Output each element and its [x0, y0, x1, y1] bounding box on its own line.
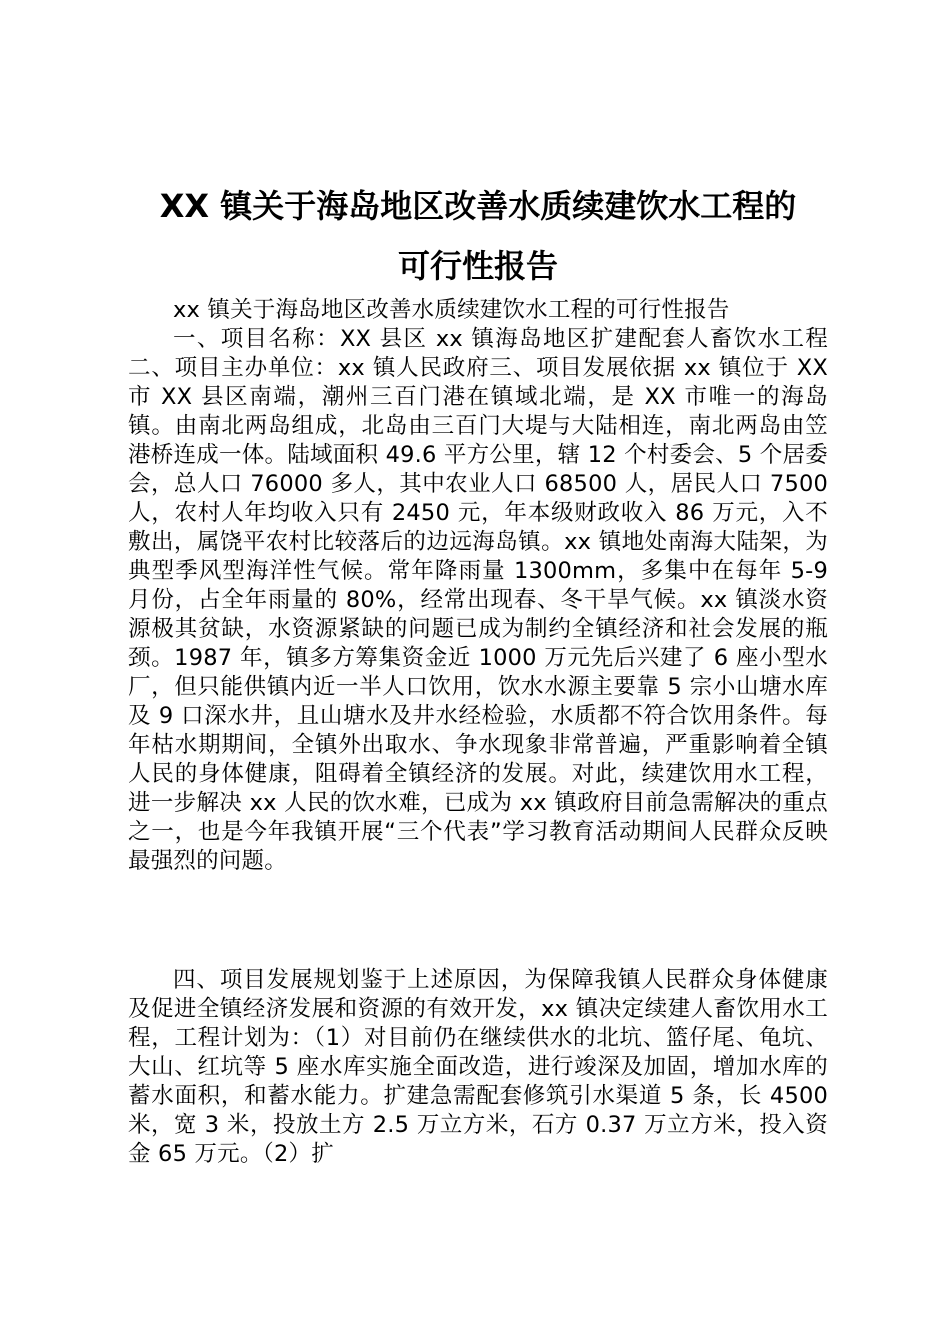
document-title-line-2: 可行性报告	[397, 247, 558, 285]
paragraph-project-plan: 四、项目发展规划鉴于上述原因，为保障我镇人民群众身体健康及促进全镇经济发展和资源的有效开发，xx 镇决定续建人畜饮用水工程，工程计划为：（1）对目前仍在继续供水的北坑、篮仔尾、龟坑、大山、红坑等 5 座水库实施全面改造，进行竣深及加固，增加水库的蓄水面积，和蓄水能力。扩建急需配套修筑引水渠道 5 条，长 4500 米，宽 3 米，投放土方 2.5 万立方米，石方 0.37 万立方米，投入资金 65 万元。（2）扩	[128, 967, 828, 1167]
paragraph-project-background: 一、项目名称：XX 县区 xx 镇海岛地区扩建配套人畜饮水工程二、项目主办单位：xx 镇人民政府三、项目发展依据 xx 镇位于 XX 市 XX 县区南端，潮州三百门港在镇域北端，是 XX 市唯一的海岛镇。由南北两岛组成，北岛由三百门大堤与大陆相连，南北两岛由笠港桥连成一体。陆域面积 49.6 平方公里，辖 12 个村委会、5 个居委会，总人口 76000 多人，其中农业人口 68500 人，居民人口 7500 人，农村人年均收入只有 2450 元，年本级财政收入 86 万元，入不敷出，属饶平农村比较落后的边远海岛镇。xx 镇地处南海大陆架，为典型季风型海洋性气候。常年降雨量 1300mm，多集中在每年 5-9 月份，占全年雨量的 80%，经常出现春、冬干旱气候。xx 镇淡水资源极其贫缺，水资源紧缺的问题已成为制约全镇经济和社会发展的瓶颈。1987 年，镇多方筹集资金近 1000 万元先后兴建了 6 座小型水厂，但只能供镇内近一半人口饮用，饮水水源主要靠 5 宗小山塘水库及 9 口深水井，且山塘水及井水经检验，水质都不符合饮用条件。每年枯水期期间，全镇外出取水、争水现象非常普遍，严重影响着全镇人民的身体健康，阻碍着全镇经济的发展。对此，续建饮用水工程，进一步解决 xx 人民的饮水难，已成为 xx 镇政府目前急需解决的重点之一，也是今年我镇开展“三个代表”学习教育活动期间人民群众反映最强烈的问题。	[128, 326, 828, 874]
document-subtitle: xx 镇关于海岛地区改善水质续建饮水工程的可行性报告	[173, 297, 730, 323]
document-title-line-1: XX 镇关于海岛地区改善水质续建饮水工程的	[159, 187, 797, 225]
